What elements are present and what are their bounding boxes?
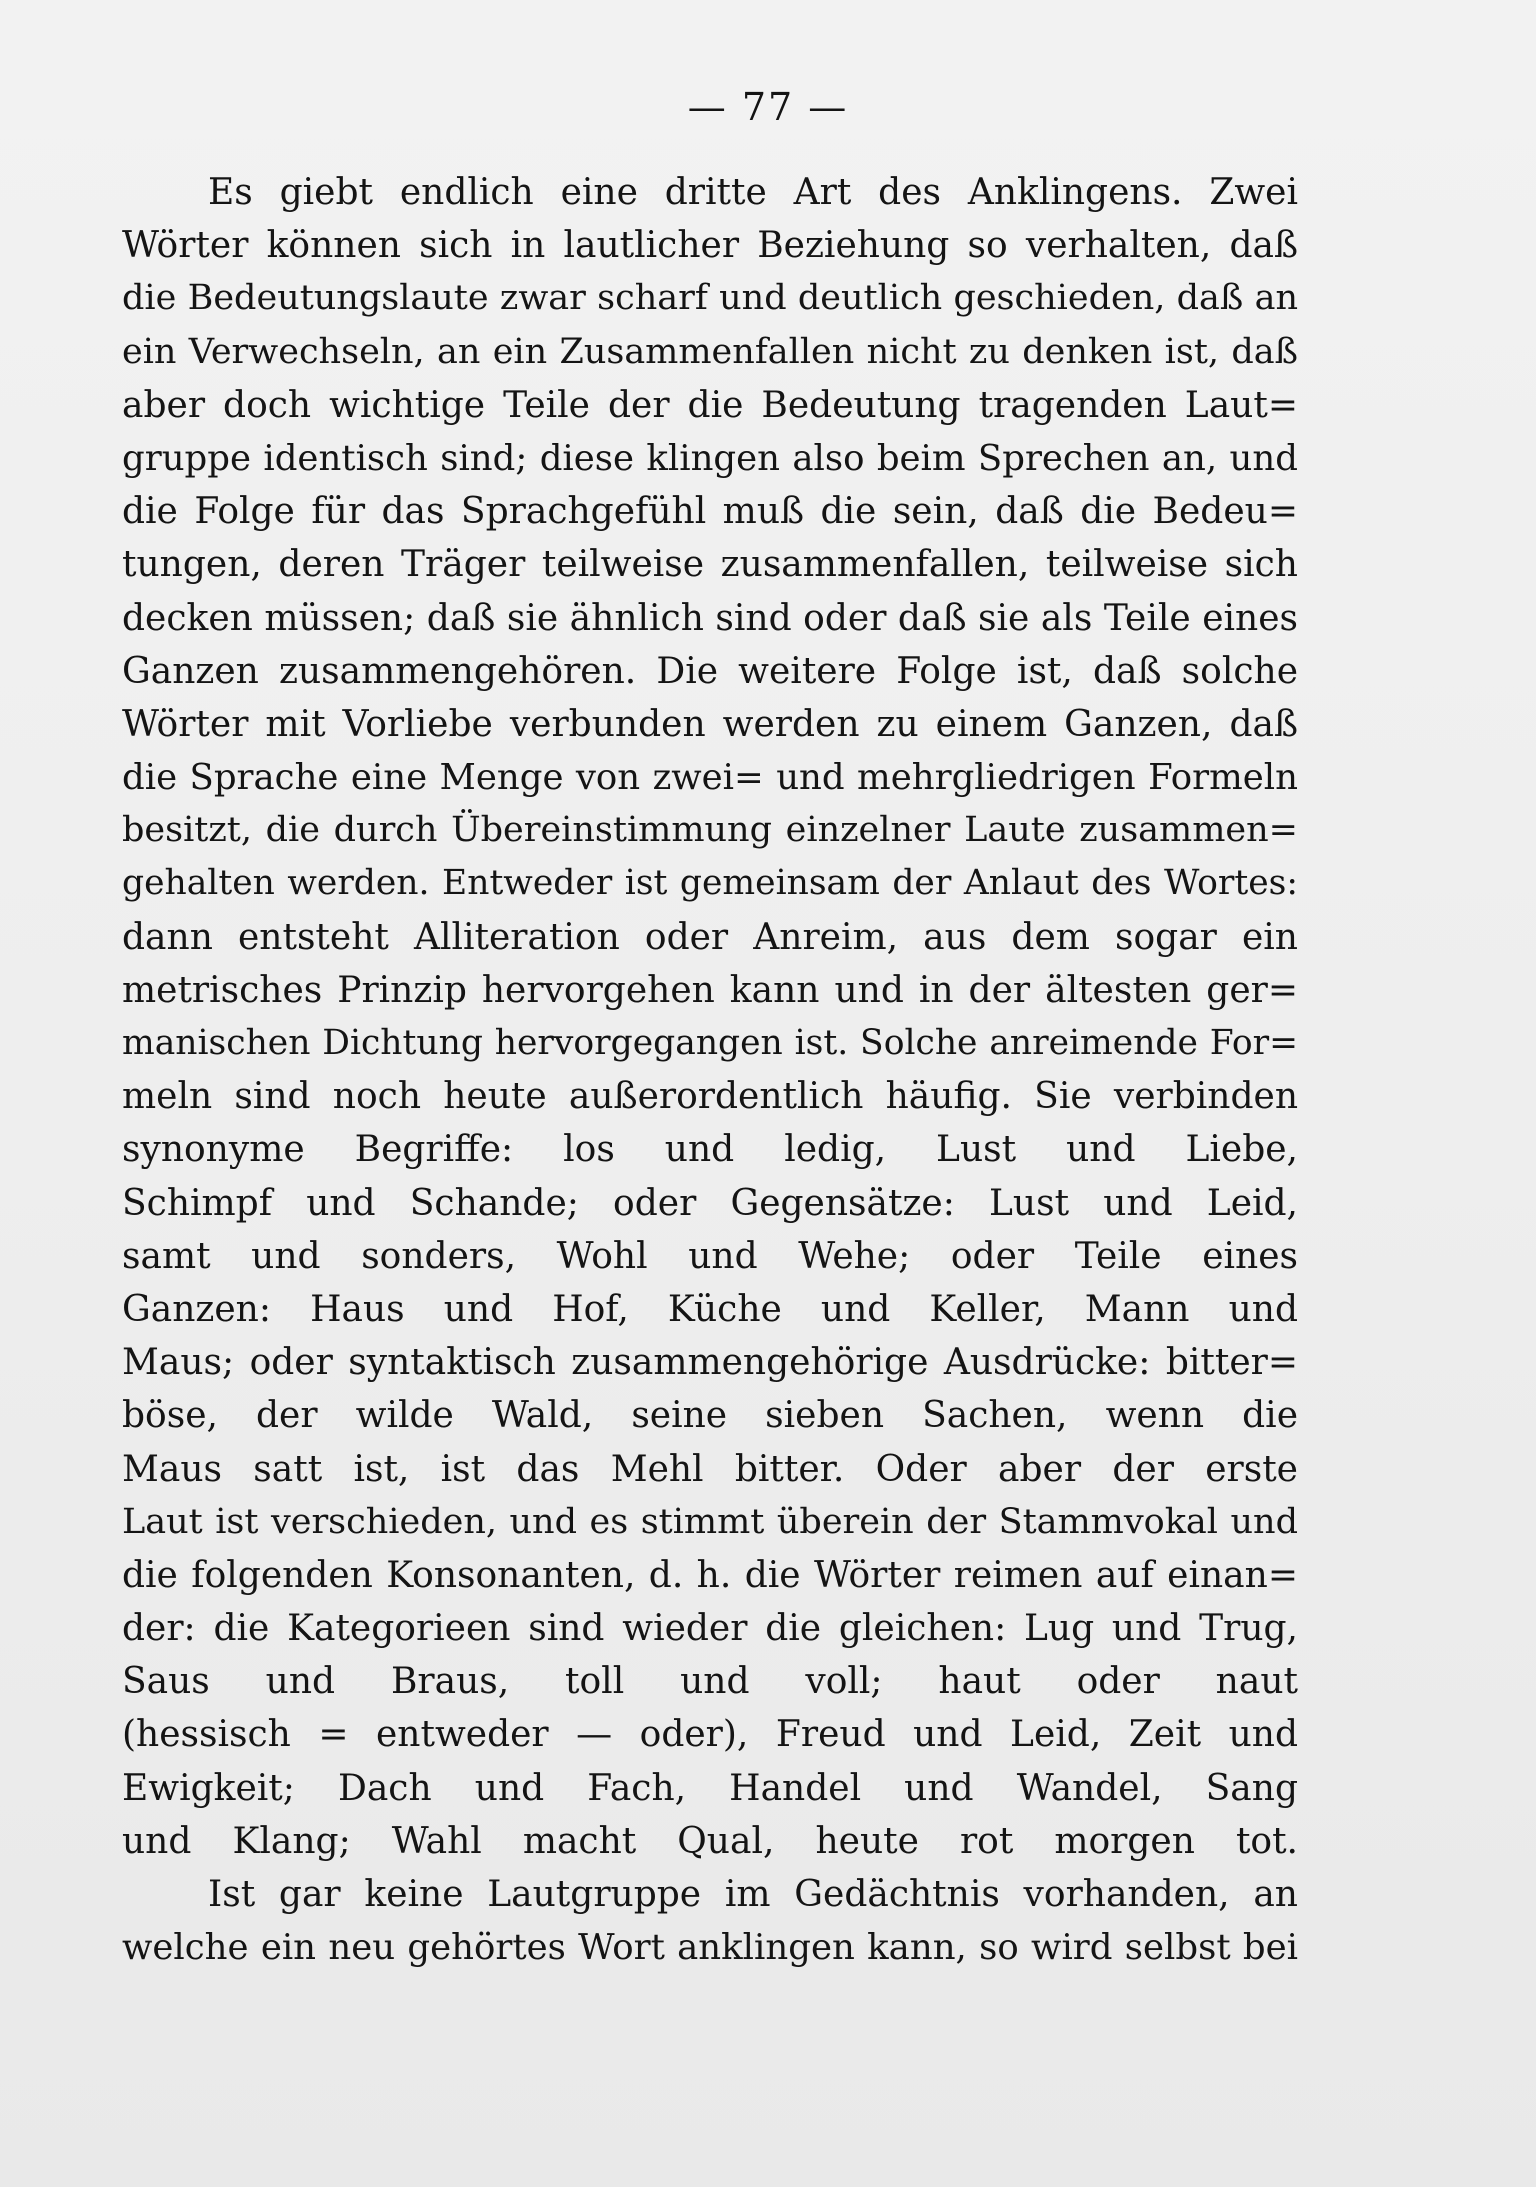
text-line: Wörter können sich in lautlicher Beziehung so verhalten, daß (122, 225, 1298, 267)
text-line: und Klang; Wahl macht Qual, heute rot morgen tot. (122, 1820, 1298, 1862)
text-line: Ganzen zusammengehören. Die weitere Folge ist, daß solche (122, 650, 1298, 692)
body-text (122, 166, 1298, 1974)
text-line: Laut ist verschieden, und es stimmt überein der Stammvokal und (122, 1501, 1298, 1542)
text-line: Wörter mit Vorliebe verbunden werden zu einem Ganzen, daß (122, 703, 1298, 745)
text-line: Maus; oder syntaktisch zusammengehörige Ausdrücke: bitter= (122, 1342, 1298, 1384)
text-line: decken müssen; daß sie ähnlich sind oder daß sie als Teile eines (122, 597, 1298, 639)
text-line: Schimpf und Schande; oder Gegensätze: Lust und Leid, (122, 1182, 1298, 1224)
text-line: Ewigkeit; Dach und Fach, Handel und Wandel, Sang (122, 1767, 1298, 1809)
text-line: gruppe identisch sind; diese klingen also beim Sprechen an, und (122, 437, 1298, 479)
text-line: meln sind noch heute außerordentlich häufig. Sie verbinden (122, 1076, 1298, 1118)
text-line: der: die Kategorieen sind wieder die gleichen: Lug und Trug, (122, 1608, 1298, 1650)
text-line: Es giebt endlich eine dritte Art des Anklingens. Zwei (208, 172, 1298, 213)
text-line: die folgenden Konsonanten, d. h. die Wörter reimen auf einan= (122, 1554, 1298, 1596)
text-line: ein Verwechseln, an ein Zusammenfallen nicht zu denken ist, daß (122, 331, 1298, 372)
text-line: Ist gar keine Lautgruppe im Gedächtnis vorhanden, an (208, 1874, 1298, 1915)
page-number: — 77 — (687, 85, 849, 129)
text-line: besitzt, die durch Übereinstimmung einzelner Laute zusammen= (122, 810, 1298, 851)
text-line: die Sprache eine Menge von zwei= und mehrgliedrigen Formeln (122, 757, 1298, 799)
text-line: Maus satt ist, ist das Mehl bitter. Oder aber der erste (122, 1448, 1298, 1490)
text-line: dann entsteht Alliteration oder Anreim, aus dem sogar ein (122, 916, 1298, 958)
text-line: samt und sonders, Wohl und Wehe; oder Teile eines (122, 1235, 1298, 1277)
text-line: welche ein neu gehörtes Wort anklingen kann, so wird selbst bei (122, 1927, 1298, 1969)
text-line: tungen, deren Träger teilweise zusammenfallen, teilweise sich (122, 544, 1298, 586)
text-line: Ganzen: Haus und Hof, Küche und Keller, Mann und (122, 1288, 1298, 1330)
text-line: metrisches Prinzip hervorgehen kann und in der ältesten ger= (122, 969, 1298, 1011)
text-line: böse, der wilde Wald, seine sieben Sachen, wenn die (122, 1395, 1298, 1437)
text-line: Saus und Braus, toll und voll; haut oder naut (122, 1661, 1298, 1703)
text-line: die Folge für das Sprachgefühl muß die sein, daß die Bedeu= (122, 491, 1298, 533)
text-line: (hessisch = entweder — oder), Freud und Leid, Zeit und (122, 1714, 1298, 1756)
text-line: manischen Dichtung hervorgegangen ist. Solche anreimende For= (122, 1023, 1298, 1063)
text-line: gehalten werden. Entweder ist gemeinsam der Anlaut des Wortes: (122, 863, 1298, 904)
text-line: aber doch wichtige Teile der die Bedeutung tragenden Laut= (122, 384, 1298, 426)
text-line: synonyme Begriffe: los und ledig, Lust und Liebe, (122, 1129, 1298, 1171)
text-line: die Bedeutungslaute zwar scharf und deutlich geschieden, daß an (122, 278, 1298, 319)
